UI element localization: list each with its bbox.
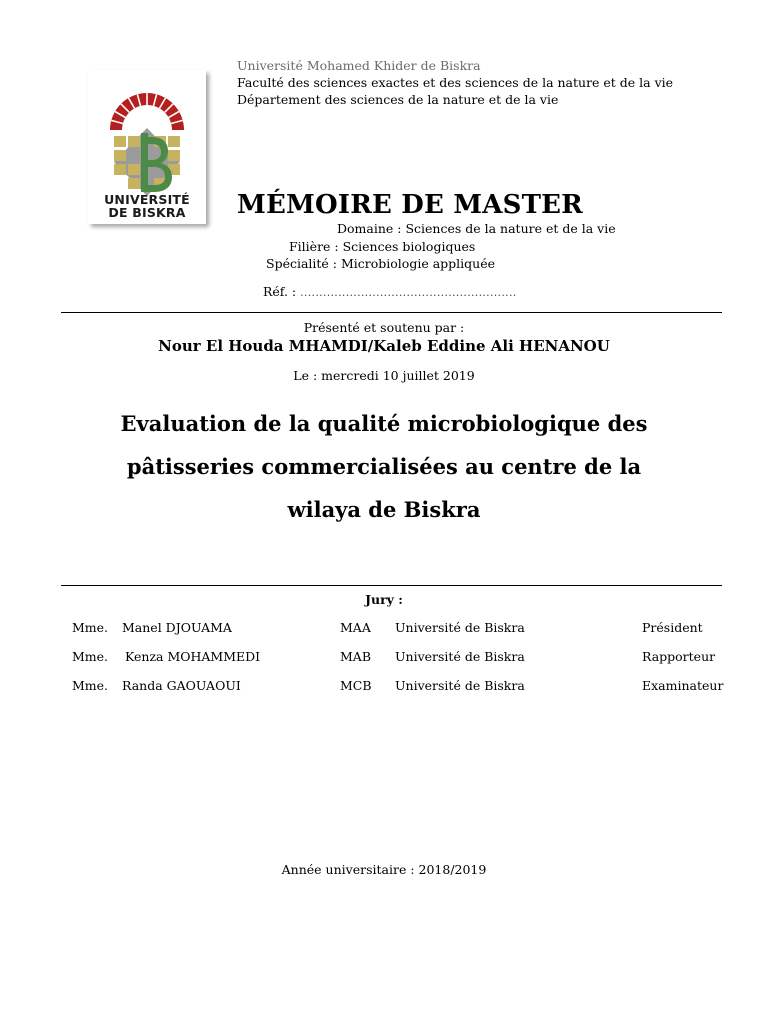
jury-role: Rapporteur — [642, 649, 716, 664]
reference-label: Réf. : — [263, 284, 297, 299]
faculty-name: Faculté des sciences exactes et des sciences de la nature et de la vie — [237, 75, 674, 90]
thesis-title-line2: pâtisseries commercialisées au centre de la — [126, 454, 642, 479]
jury-institution: Université de Biskra — [395, 649, 525, 664]
jury-institution: Université de Biskra — [395, 678, 525, 693]
jury-grade: MCB — [340, 678, 372, 693]
jury-institution: Université de Biskra — [395, 620, 525, 635]
jury-role: Examinateur — [642, 678, 724, 693]
jury-name: Randa GAOUAOUI — [122, 678, 241, 693]
academic-year: Année universitaire : 2018/2019 — [281, 862, 487, 877]
university-logo — [88, 70, 206, 224]
defense-date: Le : mercredi 10 juillet 2019 — [293, 368, 475, 383]
reference-value: ......................................................... — [300, 286, 517, 299]
jury-role: Président — [642, 620, 703, 635]
jury-grade: MAA — [340, 620, 371, 635]
jury-grade: MAB — [340, 649, 372, 664]
reference-line — [263, 284, 517, 299]
logo-text-line2: DE BISKRA — [108, 205, 186, 220]
domaine-line: Domaine : Sciences de la nature et de la vie — [337, 221, 616, 236]
thesis-title-line1: Evaluation de la qualité microbiologique des — [120, 411, 648, 436]
jury-divider — [61, 585, 722, 586]
authors: Nour El Houda MHAMDI/Kaleb Eddine Ali HENANOU — [158, 337, 610, 355]
jury-name: Kenza MOHAMMEDI — [125, 649, 261, 664]
filiere-line: Filière : Sciences biologiques — [289, 239, 476, 254]
specialite-line: Spécialité : Microbiologie appliquée — [266, 256, 496, 271]
thesis-title — [0, 402, 768, 531]
jury-civility: Mme. — [72, 649, 109, 664]
jury-label: Jury : — [365, 592, 403, 607]
jury-civility: Mme. — [72, 620, 109, 635]
jury-civility: Mme. — [72, 678, 109, 693]
logo-text-line1: UNIVERSITÉ — [104, 192, 190, 207]
document-type-title: MÉMOIRE DE MASTER — [237, 190, 583, 220]
department-name: Département des sciences de la nature et de la vie — [237, 92, 559, 107]
university-name: Université Mohamed Khider de Biskra — [237, 58, 481, 73]
jury-name: Manel DJOUAMA — [122, 620, 232, 635]
thesis-title-line3: wilaya de Biskra — [287, 497, 481, 522]
top-divider — [61, 312, 722, 313]
presented-by-label: Présenté et soutenu par : — [303, 320, 465, 335]
